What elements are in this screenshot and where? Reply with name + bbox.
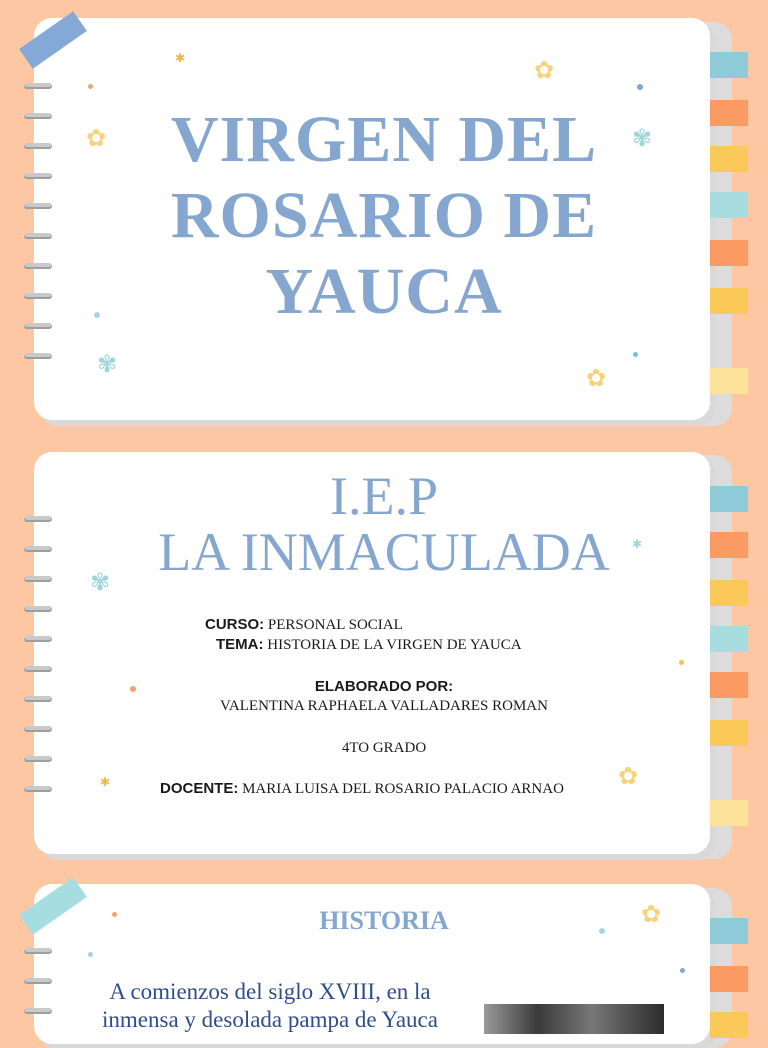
decor-dot: [88, 952, 93, 957]
docente-label: DOCENTE:: [160, 780, 239, 797]
decor-dot: [680, 968, 685, 973]
tab-marker: [710, 52, 748, 78]
daisy-flower-icon: ✿: [534, 56, 555, 84]
historic-photo: [484, 1004, 664, 1034]
elaborado-label: ELABORADO POR:: [314, 678, 454, 695]
curso-label: CURSO:: [205, 616, 265, 633]
binder-ring: [24, 666, 52, 672]
docente-line: [160, 780, 720, 798]
tema-line: [216, 636, 716, 654]
title-line: ROSARIO DE: [170, 179, 598, 252]
docente-value: MARIA LUISA DEL ROSARIO PALACIO ARNAO: [242, 781, 564, 797]
paragraph-line: A comienzos del siglo XVIII, en la: [109, 979, 431, 1004]
school-name: [34, 468, 734, 580]
daisy-flower-icon: ✿: [641, 900, 662, 928]
binder-ring: [24, 636, 52, 642]
decor-dot: [679, 660, 684, 665]
tab-marker: [710, 966, 748, 992]
tema-value: HISTORIA DE LA VIRGEN DE YAUCA: [267, 637, 522, 653]
tema-label: TEMA:: [216, 636, 264, 653]
title-line: YAUCA: [265, 255, 503, 328]
decor-dot: [88, 84, 93, 89]
sparkle-icon: ✱: [632, 537, 643, 551]
elaborado-label-line: [0, 678, 768, 696]
grado-value: 4TO GRADO: [341, 740, 427, 756]
binder-ring: [24, 83, 52, 89]
school-line: LA INMACULADA: [158, 522, 610, 582]
elaborado-value-line: [0, 698, 768, 715]
grado-line: [0, 740, 768, 757]
binder-ring: [24, 978, 52, 984]
binder-ring: [24, 353, 52, 359]
historia-heading: HISTORIA: [319, 906, 449, 935]
main-title: [34, 102, 734, 330]
binder-ring: [24, 786, 52, 792]
binder-ring: [24, 1008, 52, 1014]
historia-paragraph: [70, 978, 470, 1034]
blue-flower-icon: ✾: [632, 124, 653, 152]
sparkle-icon: ✱: [100, 775, 111, 789]
tab-marker: [710, 580, 748, 606]
blue-flower-icon: ✾: [97, 350, 118, 378]
curso-value: PERSONAL SOCIAL: [267, 617, 403, 633]
tab-marker: [710, 800, 748, 826]
binder-ring: [24, 948, 52, 954]
tab-marker: [710, 368, 748, 394]
daisy-flower-icon: ✿: [86, 124, 107, 152]
title-line: VIRGEN DEL: [170, 103, 598, 176]
tab-marker: [710, 1012, 748, 1038]
curso-line: [205, 616, 705, 634]
blue-flower-icon: ✾: [90, 568, 111, 596]
sparkle-icon: ✱: [175, 51, 186, 65]
daisy-flower-icon: ✿: [618, 762, 639, 790]
daisy-flower-icon: ✿: [586, 364, 607, 392]
decor-dot: [637, 84, 643, 90]
decor-dot: [633, 352, 638, 357]
elaborado-value: VALENTINA RAPHAELA VALLADARES ROMAN: [220, 698, 548, 714]
school-line: I.E.P: [330, 466, 438, 526]
paragraph-line: inmensa y desolada pampa de Yauca: [102, 1007, 438, 1032]
binder-ring: [24, 606, 52, 612]
binder-ring: [24, 726, 52, 732]
